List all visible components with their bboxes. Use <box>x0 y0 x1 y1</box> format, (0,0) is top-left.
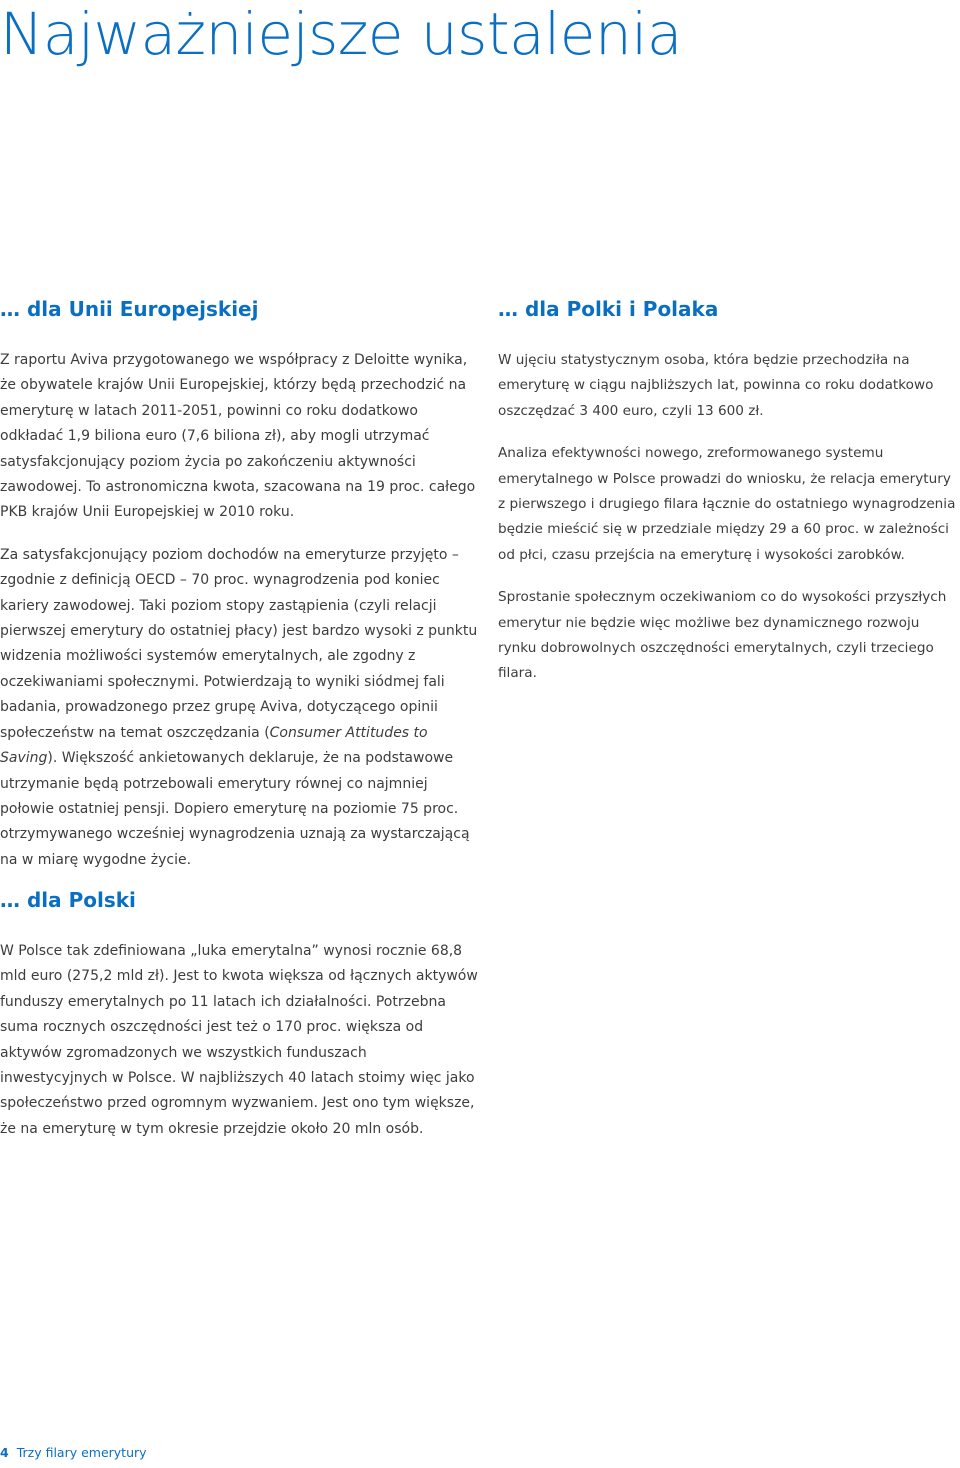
section-eu-paragraph-2-part-a: Za satysfakcjonujący poziom dochodów na emeryturze przyjęto – zgodnie z definicją OECD – 70 proc. wynagrodzenia pod koniec kariery zawodowej. Taki poziom stopy zastąpienia (czyli relacji pierwszej emerytury do ostatniej płacy) jest bardzo wysoki z punktu widzenia możliwości systemów emerytalnych, ale zgodny z oczekiwaniami społecznymi. Potwierdzają to wyniki siódmej fali badania, prowadzonego przez grupę Aviva, dotyczącego opinii społeczeństw na temat oszczędzania ( <box>0 546 478 741</box>
section-polka-polak <box>498 294 960 687</box>
section-eu <box>0 294 478 873</box>
section-polka-heading: … dla Polki i Polaka <box>498 297 719 321</box>
section-polka-paragraph-1: W ujęciu statystycznym osoba, która będzie przechodziła na emeryturę w ciągu najbliższych lat, powinna co roku dodatkowo oszczędzać 3 400 euro, czyli 13 600 zł. <box>498 352 934 419</box>
section-polka-paragraph-2: Analiza efektywności nowego, zreformowanego systemu emerytalnego w Polsce prowadzi do wniosku, że relacja emerytury z pierwszego i drugiego filara łącznie do ostatniego wynagrodzenia będzie mieścić się w przedziale między 29 a 60 proc. w zależności od płci, czasu przejścia na emeryturę i wysokości zarobków. <box>498 445 956 563</box>
section-polska-paragraph-1: W Polsce tak zdefiniowana „luka emerytalna” wynosi rocznie 68,8 mld euro (275,2 mld zł). Jest to kwota większa od łącznych aktywów funduszy emerytalnych po 11 latach ich działalności. Potrzebna suma rocznych oszczędności jest też o 170 proc. większa od aktywów zgromadzonych we wszystkich funduszach inwestycyjnych w Polsce. W najbliższych 40 latach stoimy więc jako społeczeństwo przed ogromnym wyzwaniem. Jest ono tym większe, że na emeryturę w tym okresie przejdzie około 20 mln osób. <box>0 943 478 1137</box>
section-polka-paragraph-3: Sprostanie społecznym oczekiwaniom co do wysokości przyszłych emerytur nie będzie więc możliwe bez dynamicznego rozwoju rynku dobrowolnych oszczędności emerytalnych, czyli trzeciego filara. <box>498 589 947 682</box>
section-eu-paragraph-2 <box>0 543 478 873</box>
section-eu-paragraph-1: Z raportu Aviva przygotowanego we współpracy z Deloitte wynika, że obywatele krajów Unii Europejskiej, którzy będą przechodzić na emeryturę w latach 2011-2051, powinni co roku dodatkowo odkładać 1,9 biliona euro (7,6 biliona zł), aby mogli utrzymać satysfakcjonujący poziom życia po zakończeniu aktywności zawodowej. To astronomiczna kwota, szacowana na 19 proc. całego PKB krajów Unii Europejskiej w 2010 roku. <box>0 352 476 521</box>
page-title: Najważniejsze ustalenia <box>0 0 682 68</box>
section-polska-heading: … dla Polski <box>0 888 136 912</box>
section-eu-heading: … dla Unii Europejskiej <box>0 297 259 321</box>
page-number: 4 <box>0 1445 9 1460</box>
section-eu-paragraph-2-part-b: ). Większość ankietowanych deklaruje, że na podstawowe utrzymanie będą potrzebowali emerytury równej co najmniej połowie ostatniej pensji. Dopiero emeryturę na poziomie 75 proc. otrzymywanego wcześniej wynagrodzenia uznają za wystarczającą na w miarę wygodne życie. <box>0 750 470 868</box>
survey-title: Consumer Attitudes to Saving <box>0 724 428 767</box>
publication-title: Trzy filary emerytury <box>16 1445 147 1460</box>
section-polska <box>0 885 478 1142</box>
page-footer <box>0 1445 147 1460</box>
